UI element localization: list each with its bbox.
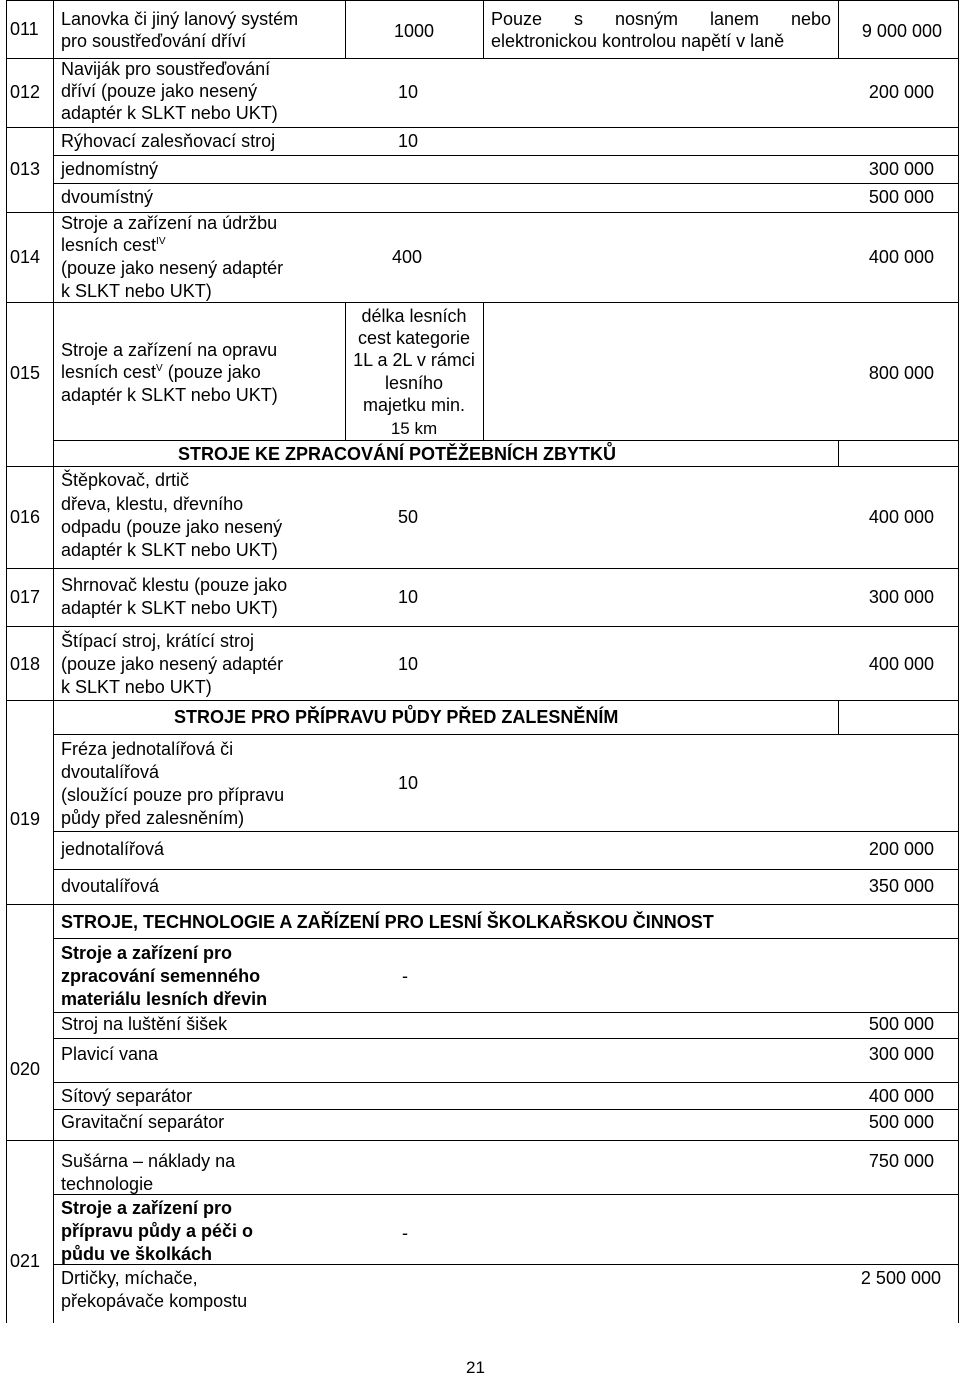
machine-name: Shrnovač klestu (pouze jako — [61, 575, 288, 595]
group-heading: Stroje a zařízení pro — [61, 943, 233, 963]
item-label: Sušárna – náklady na — [61, 1151, 236, 1171]
machine-name: Lanovka či jiný lanový systém — [61, 9, 299, 29]
machine-name: lesních cest$^{IV}$ — [61, 235, 166, 255]
machine-name: dříví (pouze jako nesený — [61, 81, 258, 101]
min-value: 1000 — [393, 21, 435, 41]
row-code: 013 — [10, 159, 41, 179]
machine-name: (sloužící pouze pro přípravu — [61, 785, 285, 805]
row-code: 011 — [10, 19, 39, 39]
condition-text: Pouze s nosným lanem nebo — [491, 9, 831, 29]
amount: 400 000 — [868, 247, 934, 267]
min-value: 15 km — [390, 419, 438, 438]
item-label: Plavicí vana — [61, 1044, 159, 1064]
min-value: - — [402, 966, 408, 986]
group-heading: přípravu půdy a péči o — [61, 1221, 254, 1241]
row-code: 016 — [10, 507, 41, 527]
row-code: 018 — [10, 654, 41, 674]
amount: 400 000 — [868, 1086, 934, 1106]
row-code: 015 — [10, 363, 41, 383]
machine-name: (pouze jako nesený adaptér — [61, 258, 284, 278]
machine-name: lesních cest$^V$ (pouze jako — [61, 362, 261, 382]
amount: 800 000 — [868, 363, 934, 383]
amount: 750 000 — [868, 1151, 934, 1171]
row-code: 014 — [10, 247, 41, 267]
amount: 350 000 — [868, 876, 934, 896]
machine-name: Fréza jednotalířová či — [61, 739, 234, 759]
item-label: Sítový separátor — [61, 1086, 193, 1106]
item-label: Drtičky, míchače, — [61, 1268, 198, 1288]
min-value: - — [402, 1223, 408, 1243]
machine-name: Stroje a zařízení na údržbu — [61, 213, 278, 233]
variant-label: jednomístný — [61, 159, 159, 179]
group-heading: Stroje a zařízení pro — [61, 1198, 233, 1218]
min-value: lesního — [384, 373, 444, 393]
min-value: 10 — [398, 654, 419, 674]
amount: 400 000 — [868, 654, 934, 674]
machine-name: půdy před zalesněním) — [61, 808, 245, 828]
item-label: technologie — [61, 1174, 154, 1194]
section-heading: STROJE PRO PŘÍPRAVU PŮDY PŘED ZALESNĚNÍM — [174, 707, 619, 727]
min-value: majetku min. — [362, 395, 466, 415]
machine-name: Rýhovací zalesňovací stroj — [61, 131, 276, 151]
min-value: 1L a 2L v rámci — [353, 350, 475, 370]
variant-label: dvoutalířová — [61, 876, 160, 896]
variant-label: dvoumístný — [61, 187, 154, 207]
item-label: Stroj na luštění šišek — [61, 1014, 228, 1034]
machine-name: k SLKT nebo UKT) — [61, 677, 212, 697]
min-value: 10 — [398, 82, 419, 102]
machine-name: odpadu (pouze jako nesený — [61, 517, 283, 537]
amount: 200 000 — [868, 839, 934, 859]
min-value: 50 — [398, 507, 419, 527]
machine-name: dvoutalířová — [61, 762, 160, 782]
machine-name: pro soustřeďování dříví — [61, 31, 247, 51]
row-code: 019 — [10, 809, 41, 829]
group-heading: půdu ve školkách — [61, 1244, 213, 1264]
min-value: délka lesních — [361, 306, 467, 326]
machine-name: Štípací stroj, krátící stroj — [61, 631, 255, 651]
min-value: 10 — [398, 131, 419, 151]
min-value: 400 — [392, 247, 423, 267]
machine-name: adaptér k SLKT nebo UKT) — [61, 598, 278, 618]
row-code: 017 — [10, 587, 41, 607]
condition-text: elektronickou kontrolou napětí v laně — [491, 31, 785, 51]
machine-name: (pouze jako nesený adaptér — [61, 654, 284, 674]
amount: 300 000 — [868, 587, 934, 607]
amount: 500 000 — [868, 1112, 934, 1132]
row-code: 020 — [10, 1059, 41, 1079]
min-value: 10 — [398, 587, 419, 607]
machine-name: k SLKT nebo UKT) — [61, 281, 212, 301]
machine-name: adaptér k SLKT nebo UKT) — [61, 103, 278, 123]
footnote-marker: V — [156, 363, 163, 374]
amount: 500 000 — [868, 187, 934, 207]
item-label: Gravitační separátor — [61, 1112, 225, 1132]
group-heading: zpracování semenného — [61, 966, 261, 986]
machine-name: dřeva, klestu, dřevního — [61, 494, 244, 514]
amount: 300 000 — [868, 1044, 934, 1064]
group-heading: materiálu lesních dřevin — [61, 989, 268, 1009]
machine-name: Stroje a zařízení na opravu — [61, 340, 278, 360]
machine-name: adaptér k SLKT nebo UKT) — [61, 540, 278, 560]
min-value: cest kategorie — [357, 328, 471, 348]
machine-name: Štěpkovač, drtič — [61, 470, 190, 490]
amount: 300 000 — [868, 159, 934, 179]
amount: 400 000 — [868, 507, 934, 527]
amount: 500 000 — [868, 1014, 934, 1034]
page-number: 21 — [466, 1358, 485, 1377]
row-code: 012 — [10, 82, 41, 102]
variant-label: jednotalířová — [61, 839, 165, 859]
footnote-marker: IV — [156, 236, 166, 247]
item-label: překopávače kompostu — [61, 1291, 248, 1311]
row-code: 021 — [10, 1251, 41, 1271]
machine-name: Naviják pro soustřeďování — [61, 59, 271, 79]
min-value: 10 — [398, 773, 419, 793]
amount: 9 000 000 — [861, 21, 942, 41]
section-heading: STROJE KE ZPRACOVÁNÍ POTĚŽEBNÍCH ZBYTKŮ — [178, 444, 617, 464]
machine-name: adaptér k SLKT nebo UKT) — [61, 385, 278, 405]
amount: 2 500 000 — [860, 1268, 941, 1288]
section-heading: STROJE, TECHNOLOGIE A ZAŘÍZENÍ PRO LESNÍ ŠKOLKAŘSKOU ČINNOST — [61, 912, 714, 932]
amount: 200 000 — [868, 82, 934, 102]
